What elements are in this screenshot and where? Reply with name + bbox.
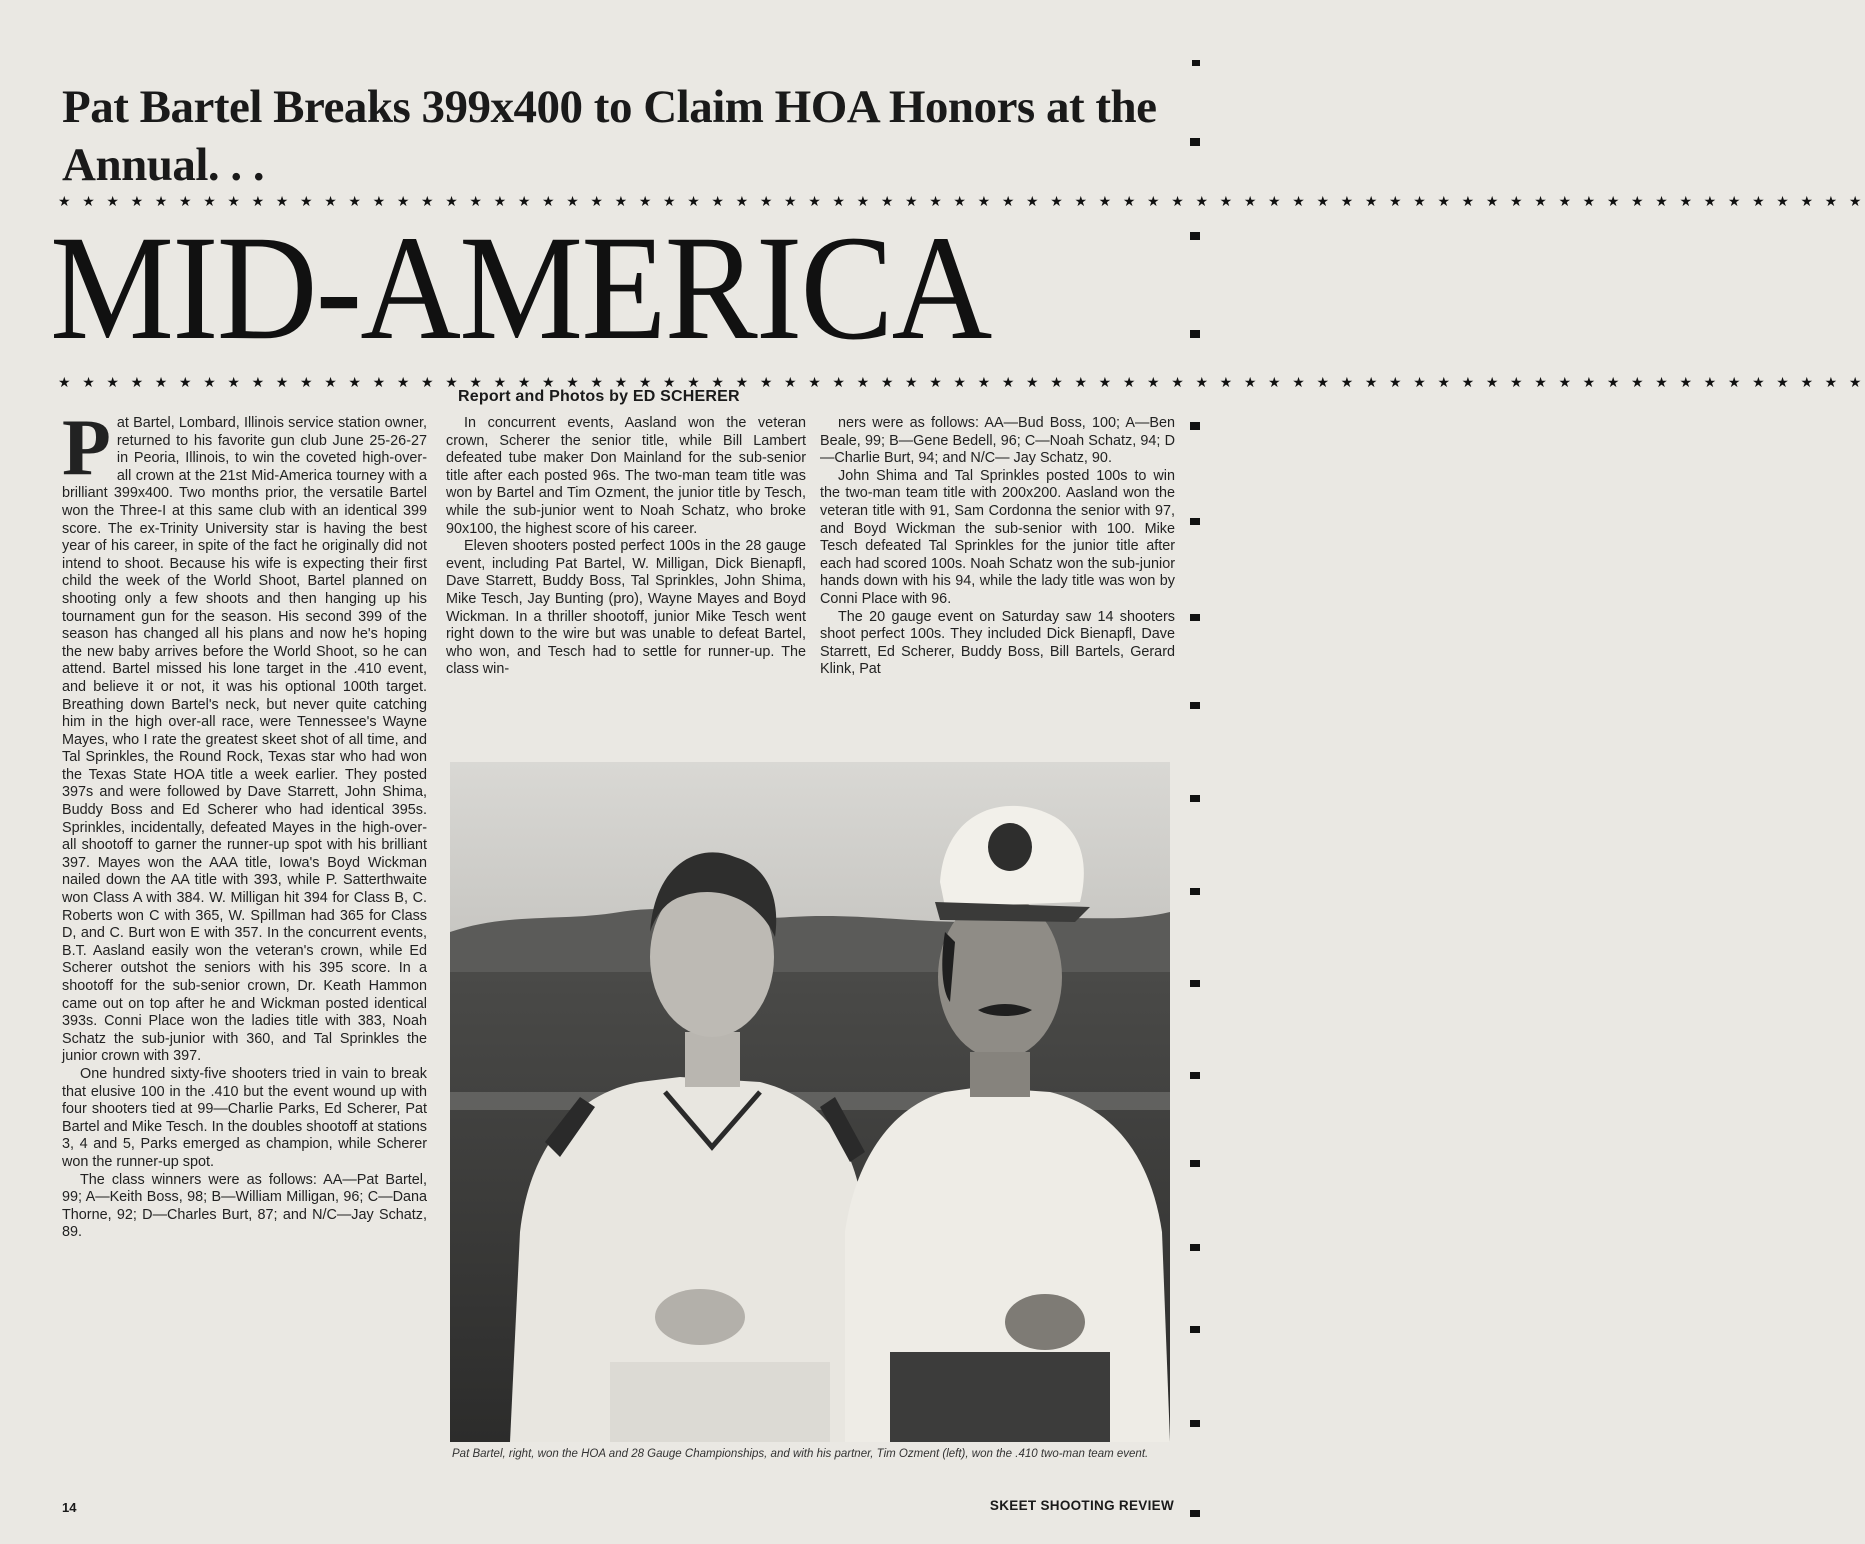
article-paragraph: In concurrent events, Aasland won the veteran crown, Scherer the senior title, while Bill Lambert defeated tube maker Don Mainland for the sub-senior title after each posted 96s. The two-man team title was won by Bartel and Tim Ozment, the junior title by Tesch, while the sub-junior went to Noah Schatz, who broke 90x100, the highest score of his career. bbox=[446, 415, 806, 537]
photo-caption: Pat Bartel, right, won the HOA and 28 Gauge Championships, and with his partner, Tim Ozment (left), won the .410 two-man team event. bbox=[452, 1448, 1149, 1460]
drop-cap: P bbox=[62, 404, 111, 492]
page-number: 14 bbox=[62, 1500, 77, 1515]
star-rule-top: ★ ★ ★ ★ ★ ★ ★ ★ ★ ★ ★ ★ ★ ★ ★ ★ ★ ★ ★ ★ ★ ★ ★ ★ ★ ★ ★ ★ ★ ★ ★ ★ ★ ★ ★ ★ ★ ★ ★ ★ ★ ★ ★ ★ ★ ★ ★ ★ ★ ★ ★ ★ ★ ★ ★ ★ ★ ★ ★ ★ ★ ★ ★ ★ ★ ★ ★ ★ ★ ★ ★ ★ ★ ★ ★ bbox=[58, 194, 1865, 210]
article-paragraph: John Shima and Tal Sprinkles posted 100s to win the two-man team title with 200x200. Aasland won the veteran title with 91, Sam Cordonna the senior with 97, and Boyd Wickman the sub-senior with 100. Mike Tesch defeated Tal Sprinkles for the junior title after each had scored 100s. Noah Schatz won the sub-junior hands down with his 94, while the lady title was won by Conni Place with 96. bbox=[820, 467, 1175, 607]
article-column-3 bbox=[820, 415, 1175, 679]
article-paragraph: Pat Bartel, Lombard, Illinois service station owner, returned to his favorite gun club June 25-26-27 in Peoria, Illinois, to win the coveted high-over-all crown at the 21st Mid-America tourney with a brilliant 399x400. Two months prior, the versatile Bartel won the Three-I at this same club with an identical 399 score. The ex-Trinity University star is having the best year of his career, in spite of the fact he originally did not intend to shoot. Because his wife is expecting their first child the week of the World Shoot, Bartel planned on shooting only a few shoots and then hanging up his tournament gun for the season. His second 399 of the season has changed all his plans and now he's hoping the new baby arrives before the World Shoot, so he can attend. Bartel missed his lone target in the .410 event, and believe it or not, it was his optional 100th target. Breathing down Bartel's neck, but never quite catching him in the high over-all race, were Tennessee's Wayne Mayes, who I rate the greatest skeet shot of all time, and Tal Sprinkles, the Round Rock, Texas star who had won the Texas State HOA title a week earlier. They posted 397s and were followed by Dave Starrett, John Shima, Buddy Boss and Ed Scherer who had identical 395s. Sprinkles, incidentally, defeated Mayes in the high-over-all shootoff to garner the runner-up spot with his brilliant 397. Mayes won the AAA title, Iowa's Boyd Wickman nailed down the AA title with 393, while P. Satterthwaite won Class A with 384. W. Milligan hit 394 for Class B, C. Roberts won C with 365, W. Spillman had 365 for Class D, and C. Burt won E with 357. In the concurrent events, B.T. Aasland easily won the veteran's crown, while Ed Scherer outshot the seniors with his 395 score. In a shootoff for the sub-senior crown, Dr. Keath Hammon came out on top after he and Wickman posted identical 393s. Conni Place won the ladies title with 383, Noah Schatz the sub-junior with 360, and Tal Sprinkles the junior crown with 397. bbox=[62, 404, 427, 1065]
article-column-1 bbox=[62, 404, 427, 1242]
binding-edge-marks bbox=[1186, 0, 1200, 1544]
article-column-2 bbox=[446, 415, 806, 679]
article-paragraph: The 20 gauge event on Saturday saw 14 shooters shoot perfect 100s. They included Dick Bienapfl, Dave Starrett, Ed Scherer, Buddy Boss, Bill Bartels, Gerard Klink, Pat bbox=[820, 608, 1175, 678]
article-paragraph: Eleven shooters posted perfect 100s in the 28 gauge event, including Pat Bartel, W. Milligan, Dick Bienapfl, Dave Starrett, Buddy Boss, Tal Sprinkles, John Shima, Mike Tesch, Jay Bunting (pro), Wayne Mayes and Boyd Wickman. In a thriller shootoff, junior Mike Tesch went right down to the wire but was unable to defeat Bartel, who won, and Tesch had to settle for runner-up. The class win- bbox=[446, 538, 806, 678]
photo-illustration bbox=[450, 762, 1170, 1442]
star-rule-bottom: ★ ★ ★ ★ ★ ★ ★ ★ ★ ★ ★ ★ ★ ★ ★ ★ ★ ★ ★ ★ ★ ★ ★ ★ ★ ★ ★ ★ ★ ★ ★ ★ ★ ★ ★ ★ ★ ★ ★ ★ ★ ★ ★ ★ ★ ★ ★ ★ ★ ★ ★ ★ ★ ★ ★ ★ ★ ★ ★ ★ ★ ★ ★ ★ ★ ★ ★ ★ ★ ★ ★ ★ ★ ★ ★ bbox=[58, 375, 1865, 391]
article-paragraph: ners were as follows: AA—Bud Boss, 100; A—Ben Beale, 99; B—Gene Bedell, 96; C—Noah Schatz, 94; D—Charlie Burt, 94; and N/C— Jay Schatz, 90. bbox=[820, 415, 1175, 467]
article-photo bbox=[450, 762, 1170, 1442]
masthead-title: MID-AMERICA bbox=[50, 205, 991, 371]
article-paragraph: The class winners were as follows: AA—Pat Bartel, 99; A—Keith Boss, 98; B—William Milligan, 96; C—Dana Thorne, 92; D—Charles Burt, 87; and N/C—Jay Schatz, 89. bbox=[62, 1171, 427, 1241]
byline: Report and Photos by ED SCHERER bbox=[458, 388, 740, 405]
article-paragraph: One hundred sixty-five shooters tried in vain to break that elusive 100 in the .410 but the event wound up with four shooters tied at 99—Charlie Parks, Ed Scherer, Pat Bartel and Mike Tesch. In the doubles shootoff at stations 3, 4 and 5, Parks emerged as champion, while Scherer won the runner-up spot. bbox=[62, 1065, 427, 1170]
headline: Pat Bartel Breaks 399x400 to Claim HOA Honors at the Annual. . . bbox=[62, 81, 1157, 191]
publication-name: SKEET SHOOTING REVIEW bbox=[989, 1498, 1174, 1513]
